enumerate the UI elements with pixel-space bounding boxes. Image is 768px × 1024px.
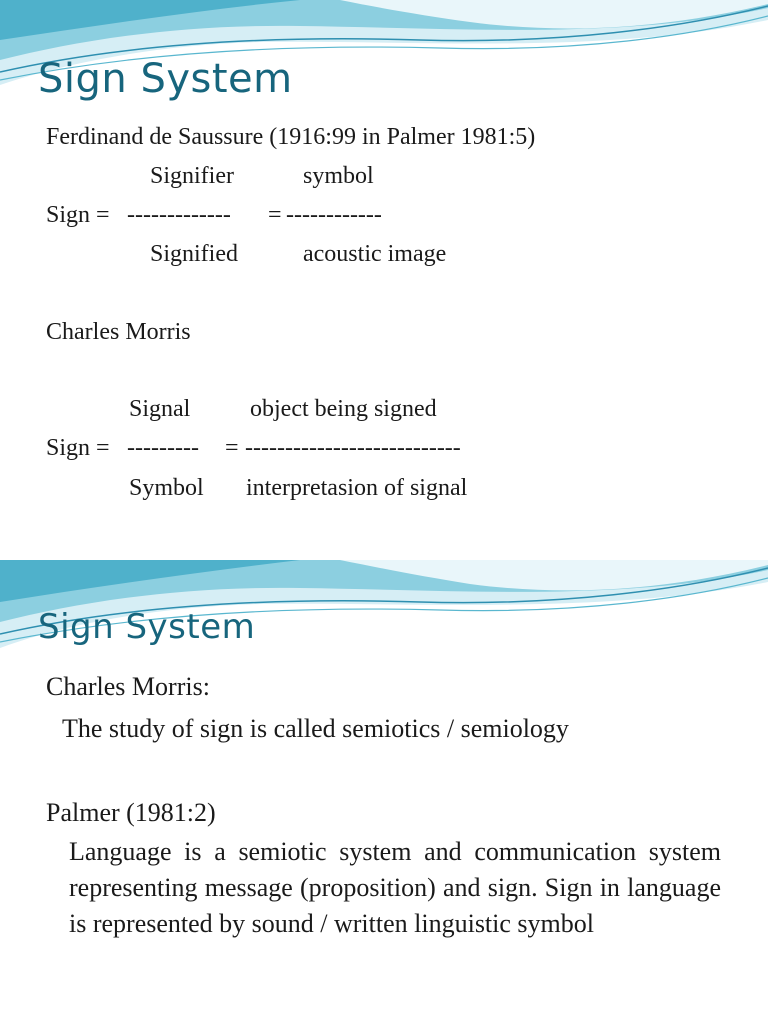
morris-symbol: Symbol (129, 475, 204, 501)
saussure-signifier: Signifier (150, 163, 234, 189)
saussure-sign-equals: Sign = (46, 202, 110, 228)
saussure-fraction-rule-left: ------------- (127, 202, 231, 228)
saussure-reference: Ferdinand de Saussure (1916:99 in Palmer 1981:5) (46, 124, 536, 150)
slide-title: Sign System (38, 607, 256, 647)
morris-equals: = (225, 435, 239, 461)
morris-statement: The study of sign is called semiotics / semiology (62, 714, 569, 743)
saussure-symbol: symbol (303, 163, 374, 189)
morris-heading: Charles Morris: (46, 672, 210, 701)
saussure-acoustic-image: acoustic image (303, 241, 447, 267)
morris-fraction-rule-right: --------------------------- (245, 435, 461, 461)
saussure-signified: Signified (150, 241, 238, 267)
morris-fraction-rule-left: --------- (127, 435, 199, 461)
morris-signal: Signal (129, 396, 191, 422)
palmer-heading: Palmer (1981:2) (46, 798, 216, 827)
saussure-equals: = (268, 202, 282, 228)
saussure-fraction-rule-right: ------------ (286, 202, 382, 228)
palmer-paragraph: Language is a semiotic system and communication system representing message (proposition) and sign. Sign in language is represented by sound / written linguistic symbol (69, 837, 721, 938)
morris-sign-equals: Sign = (46, 435, 110, 461)
slide-2 (0, 560, 768, 1024)
morris-heading: Charles Morris (46, 319, 191, 345)
slide-title: Sign System (38, 56, 293, 102)
morris-object-being-signed: object being signed (250, 396, 437, 422)
morris-interpretation: interpretasion of signal (246, 475, 468, 501)
